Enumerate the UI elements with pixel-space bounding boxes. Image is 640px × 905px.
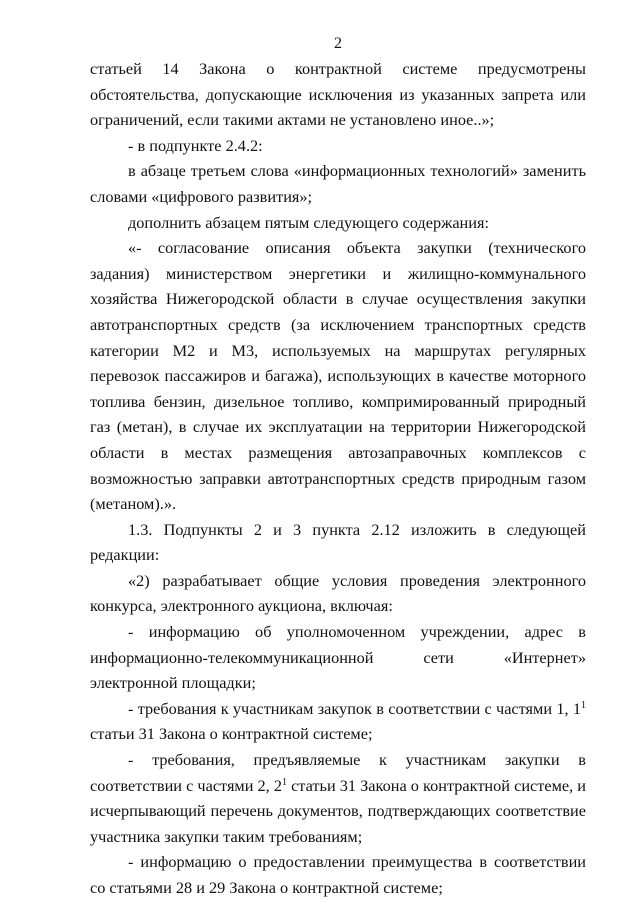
paragraph-point-2: «2) разрабатывает общие условия проведения электронного конкурса, электронного аукциона, включая: [90, 570, 586, 616]
text-segment: статьи 31 Закона о контрактной системе; [90, 724, 373, 744]
text-segment: статьи 31 Закона о контрактной системе, и исчерпывающий перечень документов, подтверждающих соответствие участника закупки таким требованиям; [90, 775, 586, 846]
paragraph-subpoint-2-4-2: - в подпункте 2.4.2: [128, 135, 263, 155]
paragraph-requirements-documents [90, 747, 586, 849]
paragraph-authorized-institution: - информацию об уполномоченном учреждении, адрес в информационно-телекоммуникационной сети «Интернет» электронной площадки; [90, 622, 586, 693]
text-segment: - требования к участникам закупок в соответствии с частями 1, 1 [128, 698, 581, 718]
paragraph-replace-words: в абзаце третьем слова «информационных технологий» заменить словами «цифрового развития»; [90, 161, 586, 206]
paragraph-participant-requirements [90, 696, 586, 747]
text-segment: - требования, предъявляемые к участникам закупки в соответствии с частями 2, 2 [90, 750, 586, 795]
paragraph-add-fifth: дополнить абзацем пятым следующего содержания: [128, 212, 489, 232]
superscript: 1 [281, 776, 287, 788]
page-number: 2 [334, 35, 342, 52]
paragraph-approval-text: «- согласование описания объекта закупки (технического задания) министерством энергетики и жилищно-коммунального хозяйства Нижегородской области в случае осуществления закупки автотранспортных средств (за исключением транспортных средств категории М2 и М3, используемых на маршрутах регулярных перевозок пассажиров и багажа), использующих в качестве моторного топлива бензин, дизельное топливо, компримированный природный газ (метан), в случае их эксплуатации на территории Нижегородской области в местах размещения автозаправочных комплексов с возможностью заправки автотранспортных средств природным газом (метаном).». [90, 238, 586, 514]
paragraph-preferences: - информацию о предоставлении преимущества в соответствии со статьями 28 и 29 Закона о контрактной системе; [90, 852, 586, 897]
superscript: 1 [581, 699, 586, 711]
paragraph-1-3: 1.3. Подпункты 2 и 3 пункта 2.12 изложить в следующей редакции: [90, 519, 586, 565]
paragraph-continuation: статьей 14 Закона о контрактной системе предусмотрены обстоятельства, допускающие исключения из указанных запрета или ограничений, если такими актами не установлено иное..»; [90, 59, 586, 130]
